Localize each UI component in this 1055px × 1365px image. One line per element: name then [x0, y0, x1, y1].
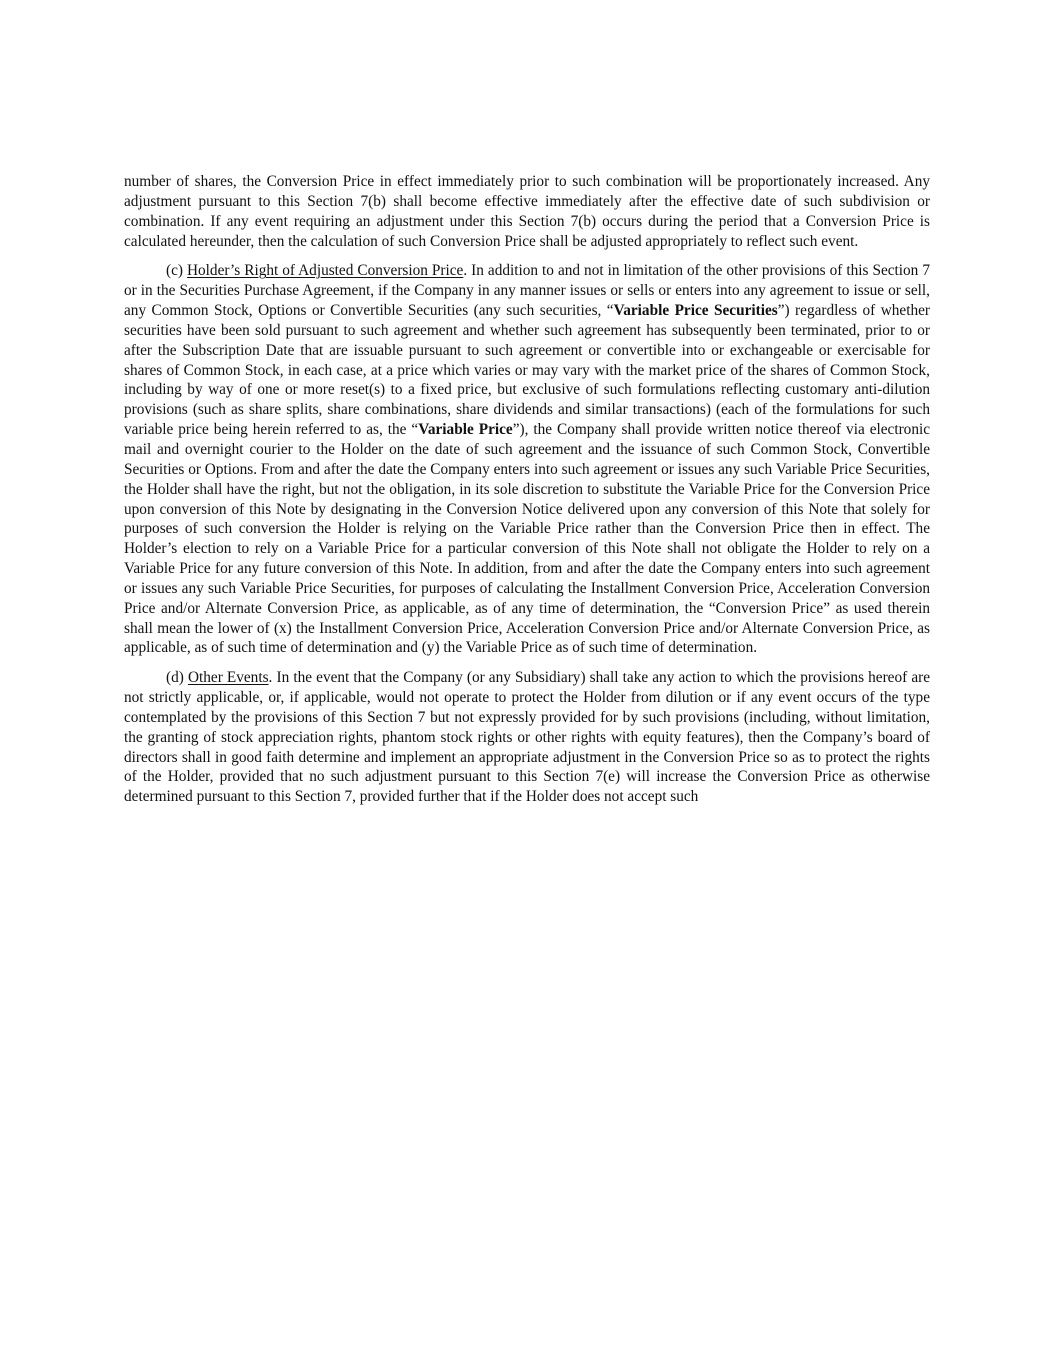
paragraph-c — [124, 261, 930, 658]
paragraph-b-continuation — [124, 172, 930, 251]
paragraph-b-text: number of shares, the Conversion Price in effect immediately prior to such combination will be proportionately increased. Any adjustment pursuant to this Section 7(b) shall become effective immediately after the effective date of such subdivision or combination. If any event requiring an adjustment under this Section 7(b) occurs during the period that a Conversion Price is calculated hereunder, then the calculation of such Conversion Price shall be adjusted appropriately to reflect such event. — [124, 173, 930, 250]
paragraph-d — [124, 668, 930, 807]
paragraph-c-text-3: ”), the Company shall provide written notice thereof via electronic mail and overnight courier to the Holder on the date of such agreement and the issuance of such Common Stock, Convertible Securities or Options. From and after the date the Company enters into such agreement or issues any such Variable Price Securities, the Holder shall have the right, but not the obligation, in its sole discretion to substitute the Variable Price for the Conversion Price upon conversion of this Note by designating in the Conversion Notice delivered upon any conversion of this Note that solely for purposes of such conversion the Holder is relying on the Variable Price rather than the Conversion Price then in effect. The Holder’s election to rely on a Variable Price for a particular conversion of this Note shall not obligate the Holder to rely on a Variable Price for any future conversion of this Note. In addition, from and after the date the Company enters into such agreement or issues any such Variable Price Securities, for purposes of calculating the Installment Conversion Price, Acceleration Conversion Price and/or Alternate Conversion Price, as applicable, as of any time of determination, the “Conversion Price” as used therein shall mean the lower of (x) the Installment Conversion Price, Acceleration Conversion Price and/or Alternate Conversion Price, as applicable, as of such time of determination and (y) the Variable Price as of such time of determination. — [124, 421, 931, 657]
paragraph-d-heading: Other Events — [187, 669, 269, 687]
defined-term-variable-price-securities: Variable Price Securities — [613, 302, 778, 320]
paragraph-c-heading: Holder’s Right of Adjusted Conversion Price — [186, 262, 464, 280]
paragraph-c-text-1: . In addition to and not in limitation of the other provisions of this Section 7 or in the Securities Purchase Agreement, if the Company in any manner issues or sells or enters into any agreement to issue or sell, any Common Stock, Options or Convertible Securities (any such securities, “ — [124, 262, 930, 320]
paragraph-d-text: . In the event that the Company (or any Subsidiary) shall take any action to which the provisions hereof are not strictly applicable, or, if applicable, would not operate to protect the Holder from dilution or if any event occurs of the type contemplated by the provisions of this Section 7 but not expressly provided for by such provisions (including, without limitation, the granting of stock appreciation rights, phantom stock rights or other rights with equity features), then the Company’s board of directors shall in good faith determine and implement an appropriate adjustment in the Conversion Price so as to protect the rights of the Holder, provided that no such adjustment pursuant to this Section 7(e) will increase the Conversion Price as otherwise determined pursuant to this Section 7, provided further that if the Holder does not accept such — [124, 669, 930, 806]
paragraph-c-prefix: (c) — [166, 262, 187, 280]
document-body — [124, 172, 930, 817]
defined-term-variable-price: Variable Price — [418, 421, 513, 439]
paragraph-d-prefix: (d) — [166, 669, 188, 687]
paragraph-c-text-2: ”) regardless of whether securities have been sold pursuant to such agreement and whether such agreement has subsequently been terminated, prior to or after the Subscription Date that are issuable pursuant to such agreement or convertible into or exchangeable or exercisable for shares of Common Stock, in each case, at a price which varies or may vary with the market price of the shares of Common Stock, including by way of one or more reset(s) to a fixed price, but exclusive of such formulations reflecting customary anti-dilution provisions (such as share splits, share combinations, share dividends and similar transactions) (each of the formulations for such variable price being herein referred to as, the “ — [124, 302, 930, 439]
